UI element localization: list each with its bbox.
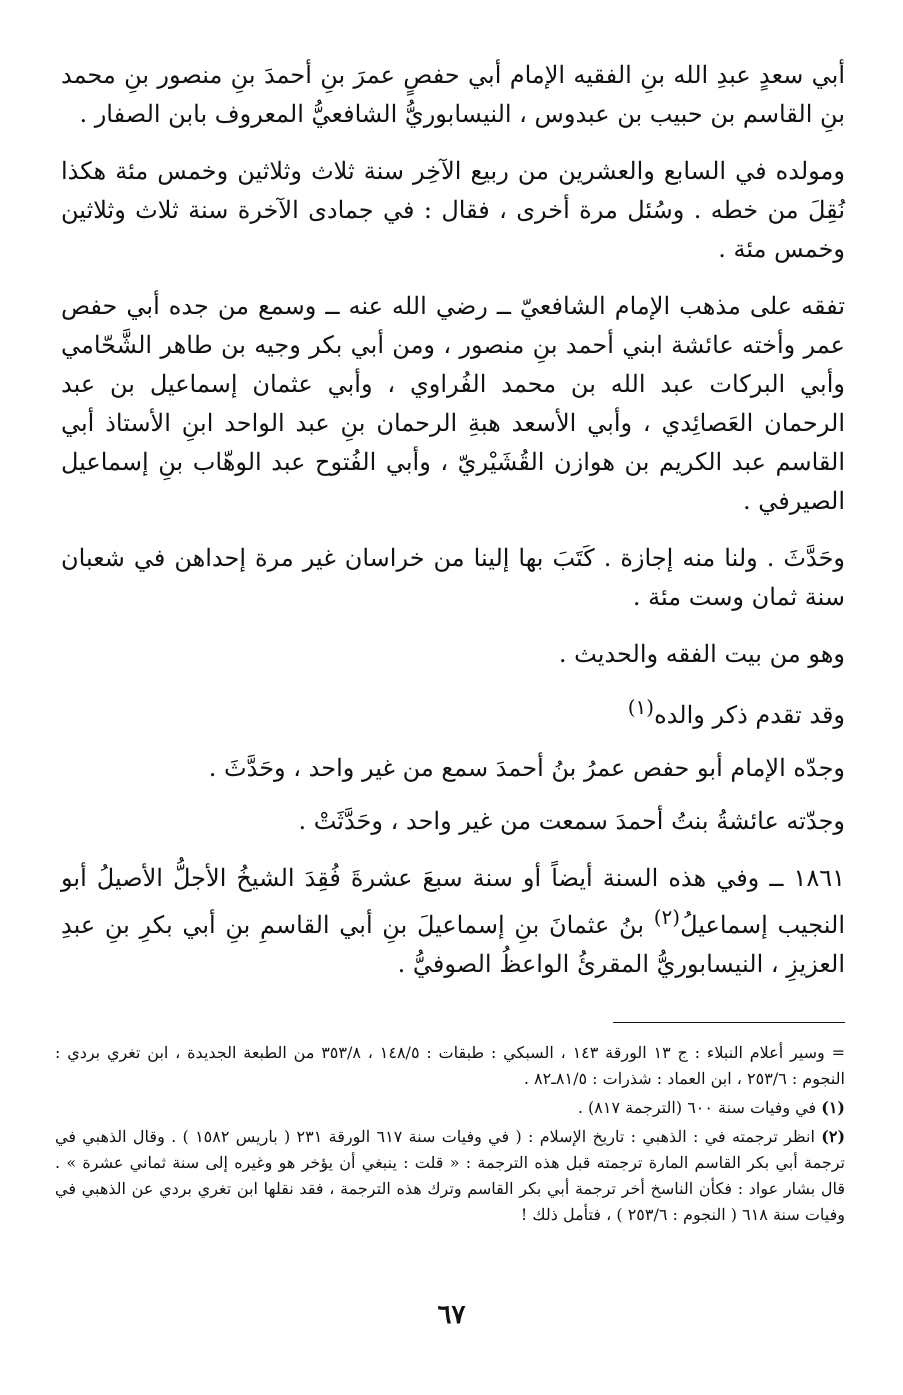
footnote-2 <box>55 1124 845 1228</box>
paragraph-entry-1861 <box>61 859 845 984</box>
paragraph-grandfather: وجدّه الإمام أبو حفص عمرُ بنُ أحمدَ سمع من غير واحد ، وحَدَّثَ . <box>208 754 845 782</box>
paragraph-biography-name: أبي سعدٍ عبدِ الله بنِ الفقيه الإمام أبي حفصٍ عمرَ بنِ أحمدَ بنِ منصور بنِ محمد بنِ القاسم بن حبيب بن عبدوس ، النيسابوريُّ الشافعيُّ المعروف بابن الصفار . <box>61 61 845 128</box>
footnotes <box>55 1040 845 1231</box>
footnote-divider <box>613 1022 845 1023</box>
paragraph-teachers: تفقه على مذهب الإمام الشافعيّ ــ رضي الله عنه ــ وسمع من جده أبي حفص عمر وأخته عائشة ابني أحمد بنِ منصور ، ومن أبي بكر وجيه بن طاهر الشَّحّامي وأبي البركات عبد الله بن محمد الفُراوي ، وأبي عثمان إسماعيل بن عبد الرحمان العَصائِدي ، وأبي الأسعد هبةِ الرحمان بنِ عبد الواحد ابنِ الأستاذ أبي القاسم عبد الكريم بن هوازن القُشَيْريّ ، وأبي الفُتوح عبد الوهّاب بنِ إسماعيل الصيرفي . <box>61 292 845 515</box>
footnote-2-number: (٢) <box>821 1127 846 1146</box>
footnote-ref-1: (١) <box>627 695 655 719</box>
footnote-2-text: انظر ترجمته في : الذهبي : تاريخ الإسلام : ( في وفيات سنة ٦١٧ الورقة ٢٣١ ( باريس ١٥٨٢ ) . وقال الذهبي في ترجمة أبي بكر القاسم المارة ترجمته قبل هذه الترجمة : « قلت : ينبغي أن يؤخر هو وغيره إلى سنة ثماني عشرة » . قال بشار عواد : فكأن الناسخ أخر ترجمة أبي بكر القاسم وترك هذه الترجمة ، فقد نقلها ابن تغري بردي عن الذهبي في وفيات سنة ٦١٨ ( النجوم : ٢٥٣/٦ ) ، فتأمل ذلك ! <box>55 1127 845 1224</box>
page-number: ٦٧ <box>437 1300 466 1330</box>
footnote-1 <box>55 1095 845 1121</box>
paragraph-birth: ومولده في السابع والعشرين من ربيع الآخِر سنة ثلاث وثلاثين وخمس مئة هكذا نُقِلَ من خطه . وسُئل مرة أخرى ، فقال : في جمادى الآخرة سنة ثلاث وثلاثين وخمس مئة . <box>61 157 845 263</box>
father-text: وقد تقدم ذكر والده <box>654 701 845 729</box>
entry-text-b: بنُ عثمانَ بنِ إسماعيلَ بنِ أبي القاسمِ بنِ أبي بكرِ بنِ عبدِ العزيزِ ، النيسابوريُّ المقرئُ الواعظُ الصوفيُّ . <box>61 911 845 978</box>
paragraph-family: وهو من بيت الفقه والحديث . <box>558 640 845 668</box>
paragraph-father <box>61 688 845 735</box>
paragraph-narration: وحَدَّثَ . ولنا منه إجازة . كَتَبَ بها إلينا من خراسان غير مرة إحداهن في شعبان سنة ثمان وست مئة . <box>61 544 845 611</box>
footnote-1-text: في وفيات سنة ٦٠٠ (الترجمة ٨١٧) . <box>577 1098 822 1117</box>
footnote-1-number: (١) <box>821 1098 845 1117</box>
entry-text-a: ١٨٦١ ــ وفي هذه السنة أيضاً أو سنة سبعَ عشرةَ فُقِدَ الشيخُ الأجلُّ الأصيلُ أبو النجيب إسماعيلُ <box>61 864 846 939</box>
main-text <box>61 56 845 1002</box>
paragraph-grandmother: وجدّته عائشةُ بنتُ أحمدَ سمعت من غير واحد ، وحَدَّثَتْ . <box>298 807 845 835</box>
footnote-ref-2: (٢) <box>653 905 681 929</box>
footnote-continued: = وسير أعلام النبلاء : ج ١٣ الورقة ١٤٣ ، السبكي : طبقات : ١٤٨/٥ ، ٣٥٣/٨ من الطبعة الجديدة ، ابن تغري بردي : النجوم : ٢٥٣/٦ ، ابن العماد : شذرات : ٨١/٥ـ٨٢ . <box>55 1043 845 1088</box>
